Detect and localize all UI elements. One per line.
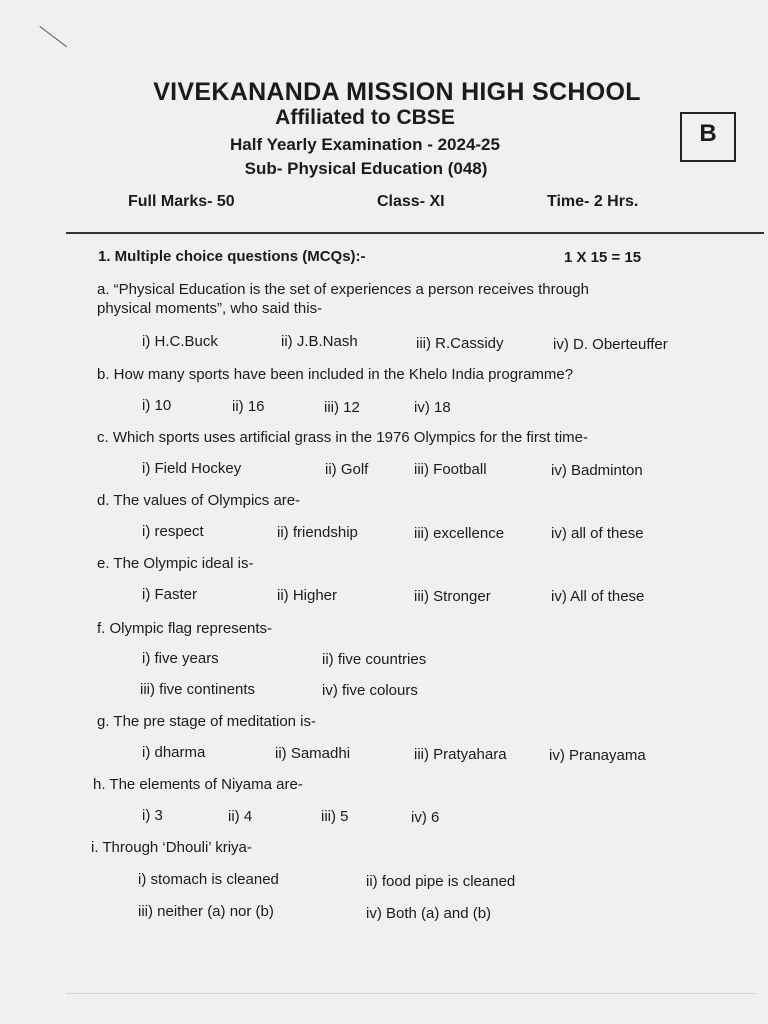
option-f-4: iv) five colours xyxy=(322,682,418,699)
option-h-3: iii) 5 xyxy=(321,808,349,825)
subject-line: Sub- Physical Education (048) xyxy=(244,159,488,178)
page-edge-line xyxy=(66,993,756,994)
option-g-4: iv) Pranayama xyxy=(549,747,646,764)
question-e: e. The Olympic ideal is- xyxy=(97,555,254,572)
option-h-1: i) 3 xyxy=(142,807,163,824)
question-f: f. Olympic flag represents- xyxy=(97,620,273,637)
option-e-3: iii) Stronger xyxy=(414,588,491,605)
option-c-3: iii) Football xyxy=(414,461,487,478)
option-a-4: iv) D. Oberteuffer xyxy=(553,336,668,353)
option-e-4: iv) All of these xyxy=(551,588,645,605)
school-name: VIVEKANANDA MISSION HIGH SCHOOL xyxy=(153,78,641,106)
option-e-2: ii) Higher xyxy=(277,587,338,604)
question-set-box: B xyxy=(680,112,736,162)
exam-title: Half Yearly Examination - 2024-25 xyxy=(230,135,500,154)
option-b-1: i) 10 xyxy=(142,397,172,414)
question-c: c. Which sports uses artificial grass in the 1976 Olympics for the first time- xyxy=(97,429,588,446)
option-b-4: iv) 18 xyxy=(414,399,451,416)
option-e-1: i) Faster xyxy=(142,586,198,603)
option-g-1: i) dharma xyxy=(142,744,206,761)
option-i-3: iii) neither (a) nor (b) xyxy=(138,903,274,920)
question-a-line2: physical moments”, who said this- xyxy=(97,300,323,317)
affiliation: Affiliated to CBSE xyxy=(275,106,455,129)
option-g-2: ii) Samadhi xyxy=(275,745,351,762)
option-d-1: i) respect xyxy=(142,523,204,540)
class-label: Class- XI xyxy=(377,193,445,210)
option-h-2: ii) 4 xyxy=(228,808,253,825)
option-a-2: ii) J.B.Nash xyxy=(281,333,358,350)
option-d-4: iv) all of these xyxy=(551,525,644,542)
option-a-3: iii) R.Cassidy xyxy=(416,335,504,352)
option-d-2: ii) friendship xyxy=(277,524,358,541)
option-h-4: iv) 6 xyxy=(411,809,440,826)
time-label: Time- 2 Hrs. xyxy=(547,193,639,210)
option-f-2: ii) five countries xyxy=(322,651,427,668)
question-i: i. Through ‘Dhouli’ kriya- xyxy=(91,839,252,856)
option-b-3: iii) 12 xyxy=(324,399,360,416)
option-f-3: iii) five continents xyxy=(140,681,256,698)
section-marks: 1 X 15 = 15 xyxy=(564,249,642,266)
question-b: b. How many sports have been included in the Khelo India programme? xyxy=(97,366,574,383)
option-i-2: ii) food pipe is cleaned xyxy=(366,873,516,890)
option-b-2: ii) 16 xyxy=(232,398,265,415)
question-g: g. The pre stage of meditation is- xyxy=(97,713,317,730)
header-divider xyxy=(66,232,764,234)
option-a-1: i) H.C.Buck xyxy=(142,333,218,350)
option-c-1: i) Field Hockey xyxy=(142,460,242,477)
option-g-3: iii) Pratyahara xyxy=(414,746,507,763)
full-marks: Full Marks- 50 xyxy=(128,193,235,210)
option-i-4: iv) Both (a) and (b) xyxy=(366,905,492,922)
option-c-2: ii) Golf xyxy=(325,461,369,478)
option-f-1: i) five years xyxy=(142,650,219,667)
pen-mark xyxy=(39,26,67,47)
option-c-4: iv) Badminton xyxy=(551,462,643,479)
question-h: h. The elements of Niyama are- xyxy=(93,776,303,793)
option-i-1: i) stomach is cleaned xyxy=(138,871,279,888)
option-d-3: iii) excellence xyxy=(414,525,505,542)
section-title: 1. Multiple choice questions (MCQs):- xyxy=(98,248,366,265)
question-a-line1: a. “Physical Education is the set of experiences a person receives through xyxy=(97,281,589,298)
question-d: d. The values of Olympics are- xyxy=(97,492,301,509)
